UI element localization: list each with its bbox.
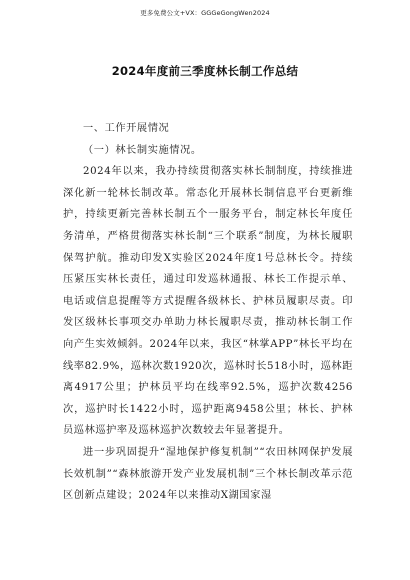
body-paragraph-1: 2024年以来，我办持续贯彻落实林长制制度，持续推进深化新一轮林长制改革。常态化开展林长制信息平台更新维护，持续更新完善林长制五个一服务平台，制定林长年度任务清单，严格贯彻落实林长制“三个联系”制度，为林长履职保驾护航。推动印发X实验区2024年度1号总林长令。持续压紧压实林长责任，通过印发巡林通报、林长工作提示单、电话或信息提醒等方式提醒各级林长、护林员履职尽责。印发区级林长事项交办单助力林长履职尽责，推动林长制工作向产生实效倾斜。2024年以来，我区“林掌APP”林长平均在线率82.9%，巡林次数1920次，巡林时长518小时，巡林距离4917公里；护林员平均在线率92.5%，巡护次数4256次，巡护时长1422小时，巡护距离9458公里；林长、护林员巡林巡护率及巡林巡护次数较去年显著提升。 [63, 166, 353, 437]
header-note: 更多免费公文+VX：GGGeGongWen2024 [140, 9, 270, 17]
subsection-heading: （一）林长制实施情况。 [83, 144, 202, 156]
body-paragraph-2: 进一步巩固提升“湿地保护修复机制”“农田林网保护发展长效机制”“森林旅游开发产业发展机制”三个林长制改革示范区创新点建设；2024年以来推动X湖国家湿 [63, 446, 353, 502]
section-heading: 一、工作开展情况 [83, 123, 170, 134]
document-body [63, 118, 353, 507]
document-title: 2024年度前三季度林长制工作总结 [111, 64, 299, 78]
